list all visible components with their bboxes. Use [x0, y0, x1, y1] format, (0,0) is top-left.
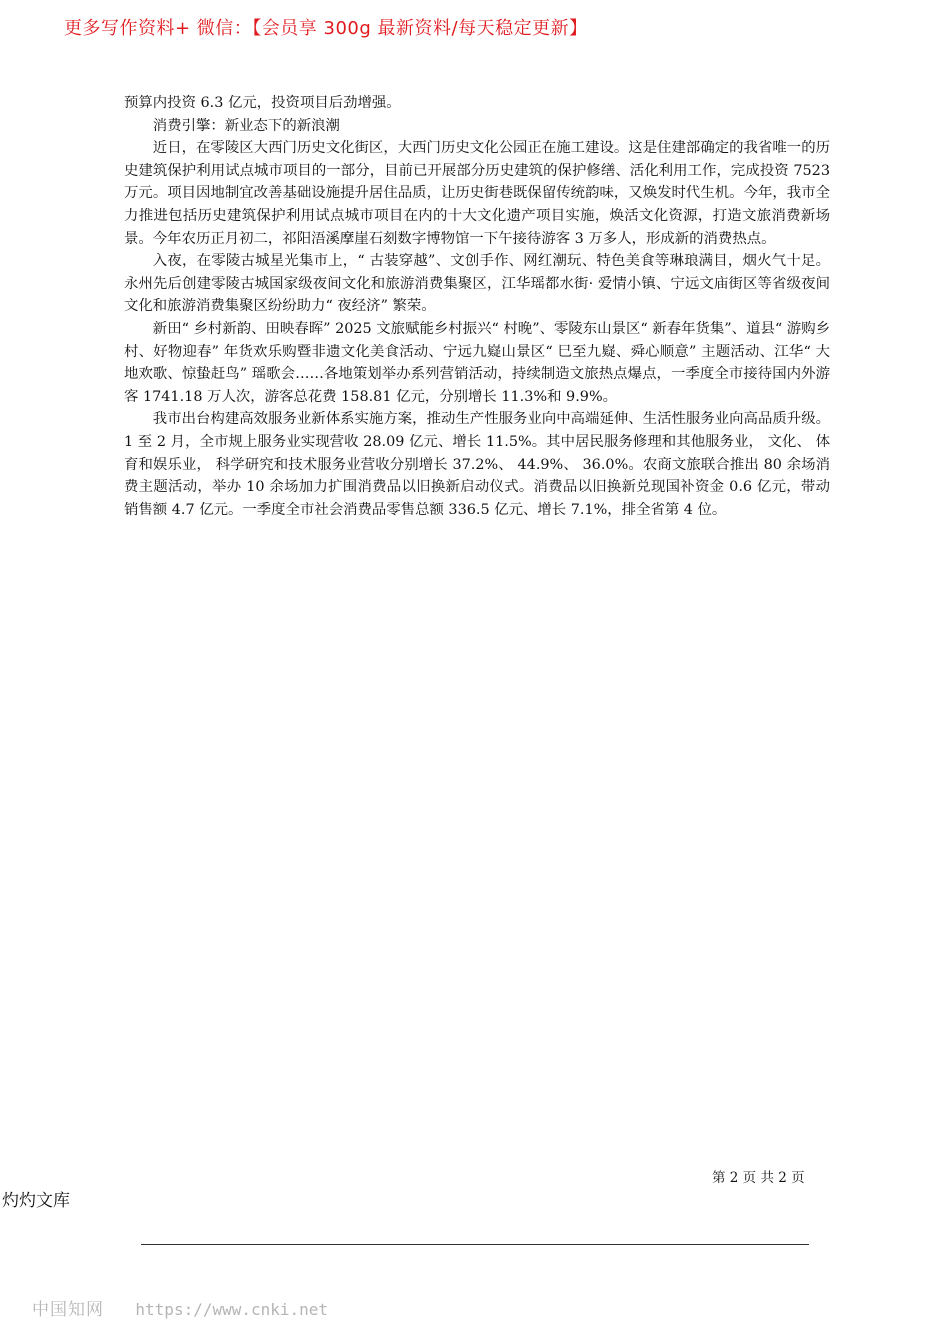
footer-divider	[141, 1244, 809, 1245]
promo-banner: 更多写作资料+ 微信：【会员享 300g 最新资料/每天稳定更新】	[64, 18, 588, 39]
watermark	[32, 1295, 328, 1320]
watermark-site-name: 中国知网	[32, 1300, 104, 1320]
paragraph-continuation: 预算内投资 6.3 亿元，投资项目后劲增强。	[124, 95, 401, 111]
page-number: 第 2 页 共 2 页	[712, 1170, 805, 1186]
section-heading: 消费引擎：新业态下的新浪潮	[152, 117, 340, 134]
paragraph: 近日，在零陵区大西门历史文化街区，大西门历史文化公园正在施工建设。这是住建部确定的我省唯一的历史建筑保护利用试点城市项目的一部分，目前已开展部分历史建筑的保护修缮、活化利用工作，完成投资 7523 万元。项目因地制宜改善基础设施提升居住品质，让历史街巷既保留传统韵味，又焕发时代生机。今年，我市全力推进包括历史建筑保护利用试点城市项目在内的十大文化遗产项目实施，焕活文化资源，打造文旅消费新场景。今年农历正月初二，祁阳浯溪摩崖石刻数字博物馆一下午接待游客 3 万多人，形成新的消费热点。	[124, 140, 830, 247]
article-body	[124, 92, 830, 521]
paragraph: 我市出台构建高效服务业新体系实施方案，推动生产性服务业向中高端延伸、生活性服务业向高品质升级。1 至 2 月，全市规上服务业实现营收 28.09 亿元、增长 11.5%。其中居民服务修理和其他服务业， 文化、 体育和娱乐业， 科学研究和技术服务业营收分别增长 37.2%、 44.9%、 36.0%。农商文旅联合推出 80 余场消费主题活动，举办 10 余场加力扩围消费品以旧换新启动仪式。消费品以旧换新兑现国补资金 0.6 亿元，带动销售额 4.7 亿元。一季度全市社会消费品零售总额 336.5 亿元、增长 7.1%，排全省第 4 位。	[124, 411, 830, 518]
watermark-url: https://www.cnki.net	[135, 1300, 329, 1319]
paragraph: 入夜，在零陵古城星光集市上，“ 古装穿越”、文创手作、网红潮玩、特色美食等琳琅满目，烟火气十足。永州先后创建零陵古城国家级夜间文化和旅游消费集聚区，江华瑶都水街· 爱情小镇、宁远文庙街区等省级夜间文化和旅游消费集聚区纷纷助力“ 夜经济” 繁荣。	[124, 253, 830, 315]
footer-brand: 灼灼文库	[2, 1191, 70, 1211]
paragraph: 新田“ 乡村新韵、田映春晖” 2025 文旅赋能乡村振兴“ 村晚”、零陵东山景区“ 新春年货集”、道县“ 游购乡村、好物迎春” 年货欢乐购暨非遗文化美食活动、宁远九嶷山景区“ 巳至九嶷、舜心顺意” 主题活动、江华“ 大地欢歌、惊蛰赶鸟” 瑶歌会……各地策划举办系列营销活动，持续制造文旅热点爆点，一季度全市接待国内外游客 1741.18 万人次，游客总花费 158.81 亿元，分别增长 11.3%和 9.9%。	[124, 320, 830, 405]
